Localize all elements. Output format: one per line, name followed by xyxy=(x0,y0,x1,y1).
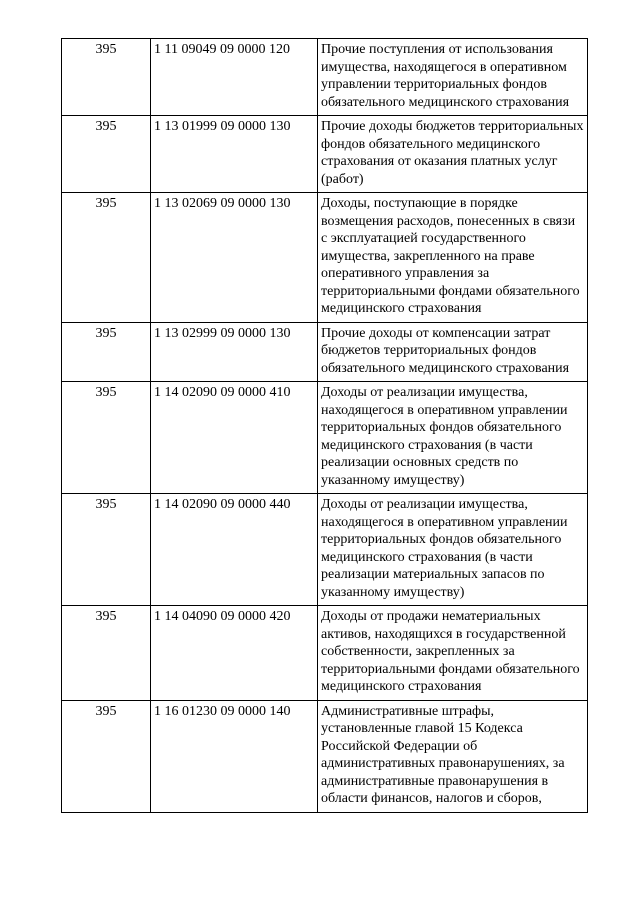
revenue-name-cell: Прочие доходы бюджетов территориальных фондов обязательного медицинского страхования от оказания платных услуг (работ) xyxy=(318,116,588,193)
revenue-name-cell: Доходы от реализации имущества, находящегося в оперативном управлении территориальных фондов обязательного медицинского страхования (в части реализации основных средств по указанному имуществу) xyxy=(318,382,588,494)
revenue-name-cell: Доходы от продажи нематериальных активов, находящихся в государственной собственности, закрепленных за территориальными фондами обязательного медицинского страхования xyxy=(318,606,588,701)
admin-code-cell: 395 xyxy=(62,700,151,812)
revenue-codes-table xyxy=(61,38,588,813)
revenue-name-cell: Доходы, поступающие в порядке возмещения расходов, понесенных в связи с эксплуатацией государственного имущества, закрепленного на праве оперативного управления за территориальными фондами обязательного медицинского страхования xyxy=(318,193,588,323)
revenue-name-cell: Прочие поступления от использования имущества, находящегося в оперативном управлении территориальных фондов обязательного медицинского страхования xyxy=(318,39,588,116)
table-row xyxy=(62,193,588,323)
budget-classification-code-cell: 1 14 02090 09 0000 440 xyxy=(151,494,318,606)
admin-code-cell: 395 xyxy=(62,39,151,116)
admin-code-cell: 395 xyxy=(62,494,151,606)
budget-classification-code-cell: 1 14 02090 09 0000 410 xyxy=(151,382,318,494)
revenue-name-cell: Административные штрафы, установленные главой 15 Кодекса Российской Федерации об административных правонарушениях, за административные правонарушения в области финансов, налогов и сборов, xyxy=(318,700,588,812)
table-row xyxy=(62,116,588,193)
admin-code-cell: 395 xyxy=(62,116,151,193)
table-row xyxy=(62,382,588,494)
admin-code-cell: 395 xyxy=(62,606,151,701)
table-row xyxy=(62,322,588,382)
table-row xyxy=(62,39,588,116)
table-row xyxy=(62,700,588,812)
admin-code-cell: 395 xyxy=(62,322,151,382)
revenue-name-cell: Доходы от реализации имущества, находящегося в оперативном управлении территориальных фондов обязательного медицинского страхования (в части реализации материальных запасов по указанному имуществу) xyxy=(318,494,588,606)
budget-classification-code-cell: 1 13 02999 09 0000 130 xyxy=(151,322,318,382)
budget-classification-code-cell: 1 13 01999 09 0000 130 xyxy=(151,116,318,193)
budget-classification-code-cell: 1 13 02069 09 0000 130 xyxy=(151,193,318,323)
budget-classification-code-cell: 1 16 01230 09 0000 140 xyxy=(151,700,318,812)
admin-code-cell: 395 xyxy=(62,193,151,323)
table-row xyxy=(62,494,588,606)
budget-classification-code-cell: 1 11 09049 09 0000 120 xyxy=(151,39,318,116)
admin-code-cell: 395 xyxy=(62,382,151,494)
revenue-name-cell: Прочие доходы от компенсации затрат бюджетов территориальных фондов обязательного медицинского страхования xyxy=(318,322,588,382)
budget-classification-code-cell: 1 14 04090 09 0000 420 xyxy=(151,606,318,701)
table-row xyxy=(62,606,588,701)
